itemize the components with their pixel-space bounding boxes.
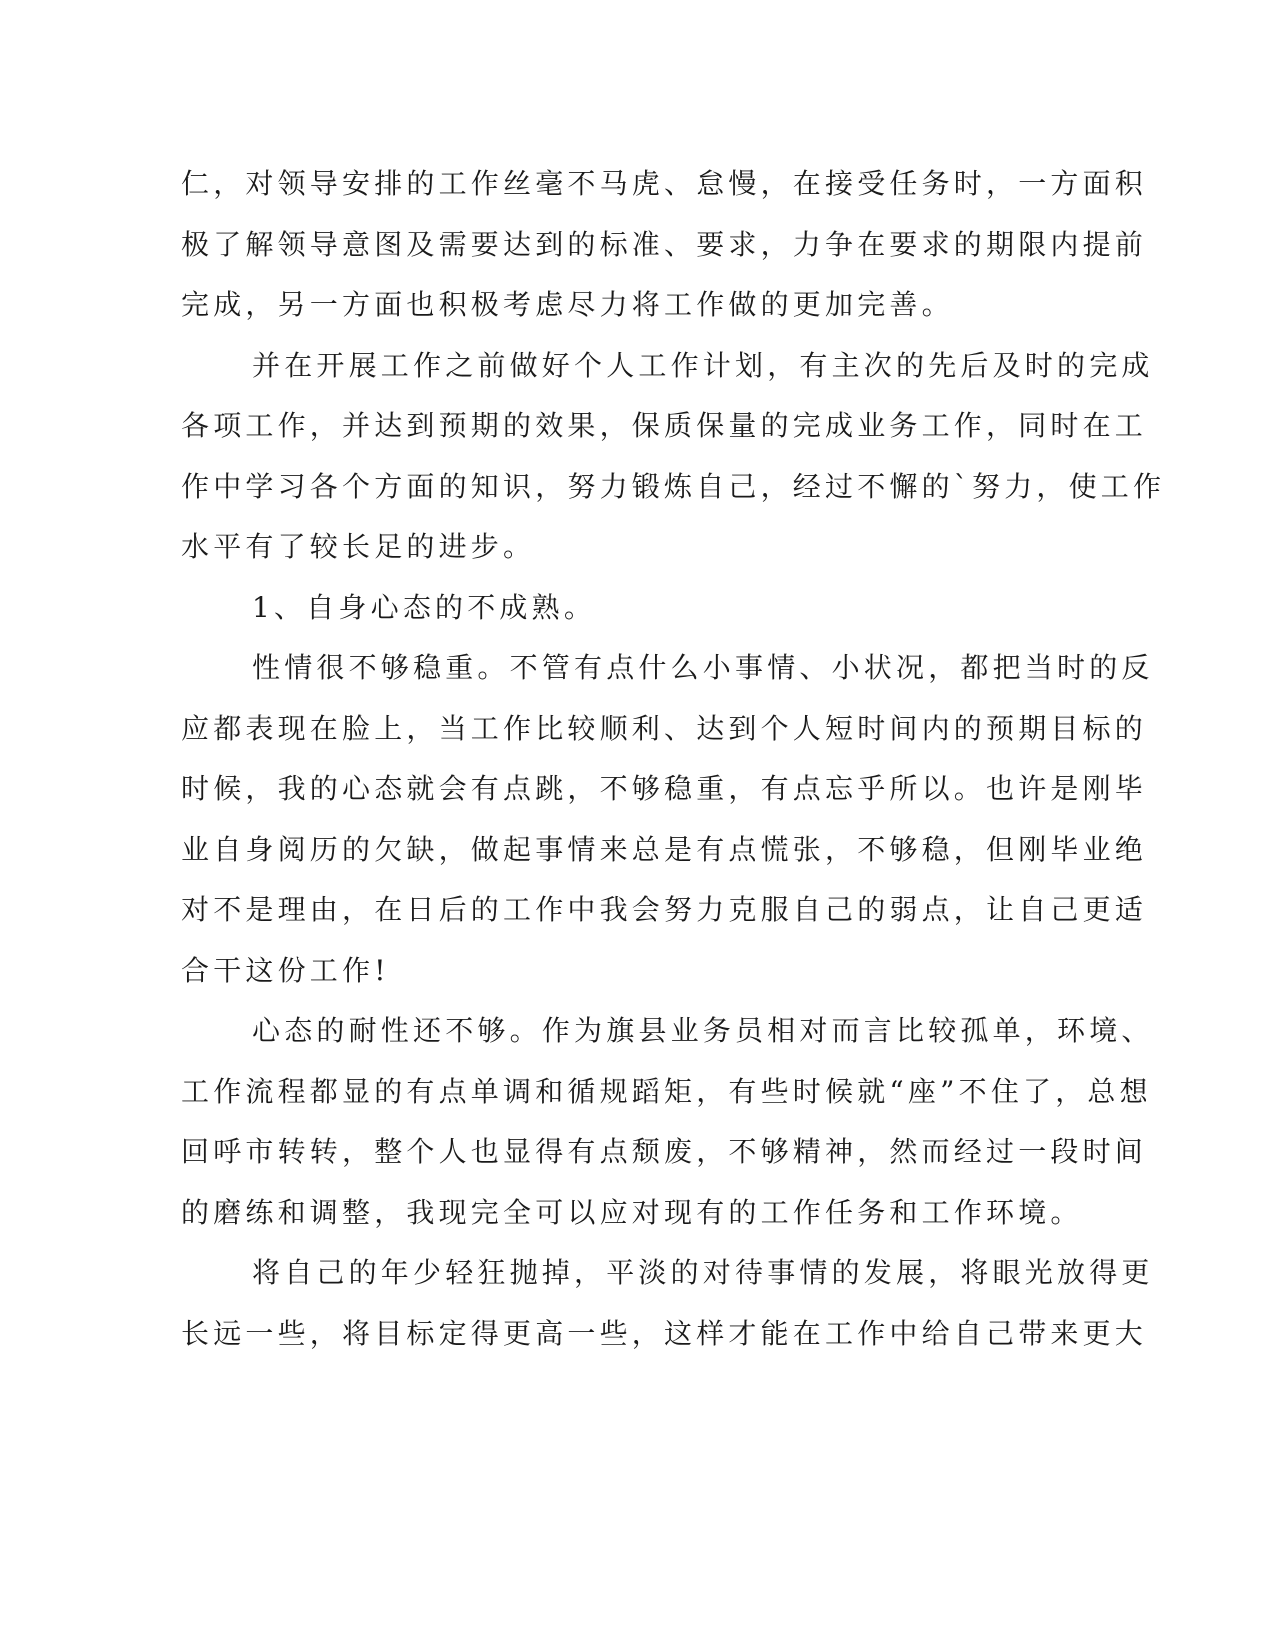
text-line: 的磨练和调整，我现完全可以应对现有的工作任务和工作环境。 (181, 1195, 1083, 1229)
body-text (181, 154, 1166, 1364)
text-line: 极了解领导意图及需要达到的标准、要求，力争在要求的期限内提前 (181, 227, 1148, 261)
text-line: 时候，我的心态就会有点跳，不够稳重，有点忘乎所以。也许是刚毕 (181, 772, 1148, 805)
text-line: 合干这份工作! (181, 953, 390, 987)
text-line: 水平有了较长足的进步。 (181, 530, 536, 563)
paragraph-first-line: 心态的耐性还不够。作为旗县业务员相对而言比较孤单，环境、 (252, 1014, 1154, 1047)
text-line: 长远一些，将目标定得更高一些，这样才能在工作中给自己带来更大 (181, 1316, 1148, 1350)
text-line: 各项工作，并达到预期的效果，保质保量的完成业务工作，同时在工 (181, 409, 1148, 442)
paragraph-first-line: 并在开展工作之前做好个人工作计划，有主次的先后及时的完成 (252, 348, 1154, 382)
paragraph-first-line: 将自己的年少轻狂抛掉，平淡的对待事情的发展，将眼光放得更 (252, 1256, 1154, 1289)
text-line: 工作流程都显的有点单调和循规蹈矩，有些时候就“座”不住了，总想 (181, 1074, 1152, 1108)
text-line: 仁，对领导安排的工作丝毫不马虎、怠慢，在接受任务时，一方面积 (181, 167, 1148, 200)
text-line: 应都表现在脸上，当工作比较顺利、达到个人短时间内的预期目标的 (181, 711, 1148, 745)
text-line: 作中学习各个方面的知识，努力锻炼自己，经过不懈的`努力，使工作 (181, 469, 1166, 503)
text-line: 对不是理由，在日后的工作中我会努力克服自己的弱点，让自己更适 (181, 893, 1148, 926)
text-line: 业自身阅历的欠缺，做起事情来总是有点慌张，不够稳，但刚毕业绝 (181, 832, 1148, 866)
text-line: 回呼市转转，整个人也显得有点颓废，不够精神，然而经过一段时间 (181, 1135, 1148, 1168)
text-line: 完成，另一方面也积极考虑尽力将工作做的更加完善。 (181, 288, 954, 321)
paragraph-first-line: 性情很不够稳重。不管有点什么小事情、小状况，都把当时的反 (252, 651, 1154, 684)
section-heading: 1、自身心态的不成熟。 (252, 590, 597, 624)
